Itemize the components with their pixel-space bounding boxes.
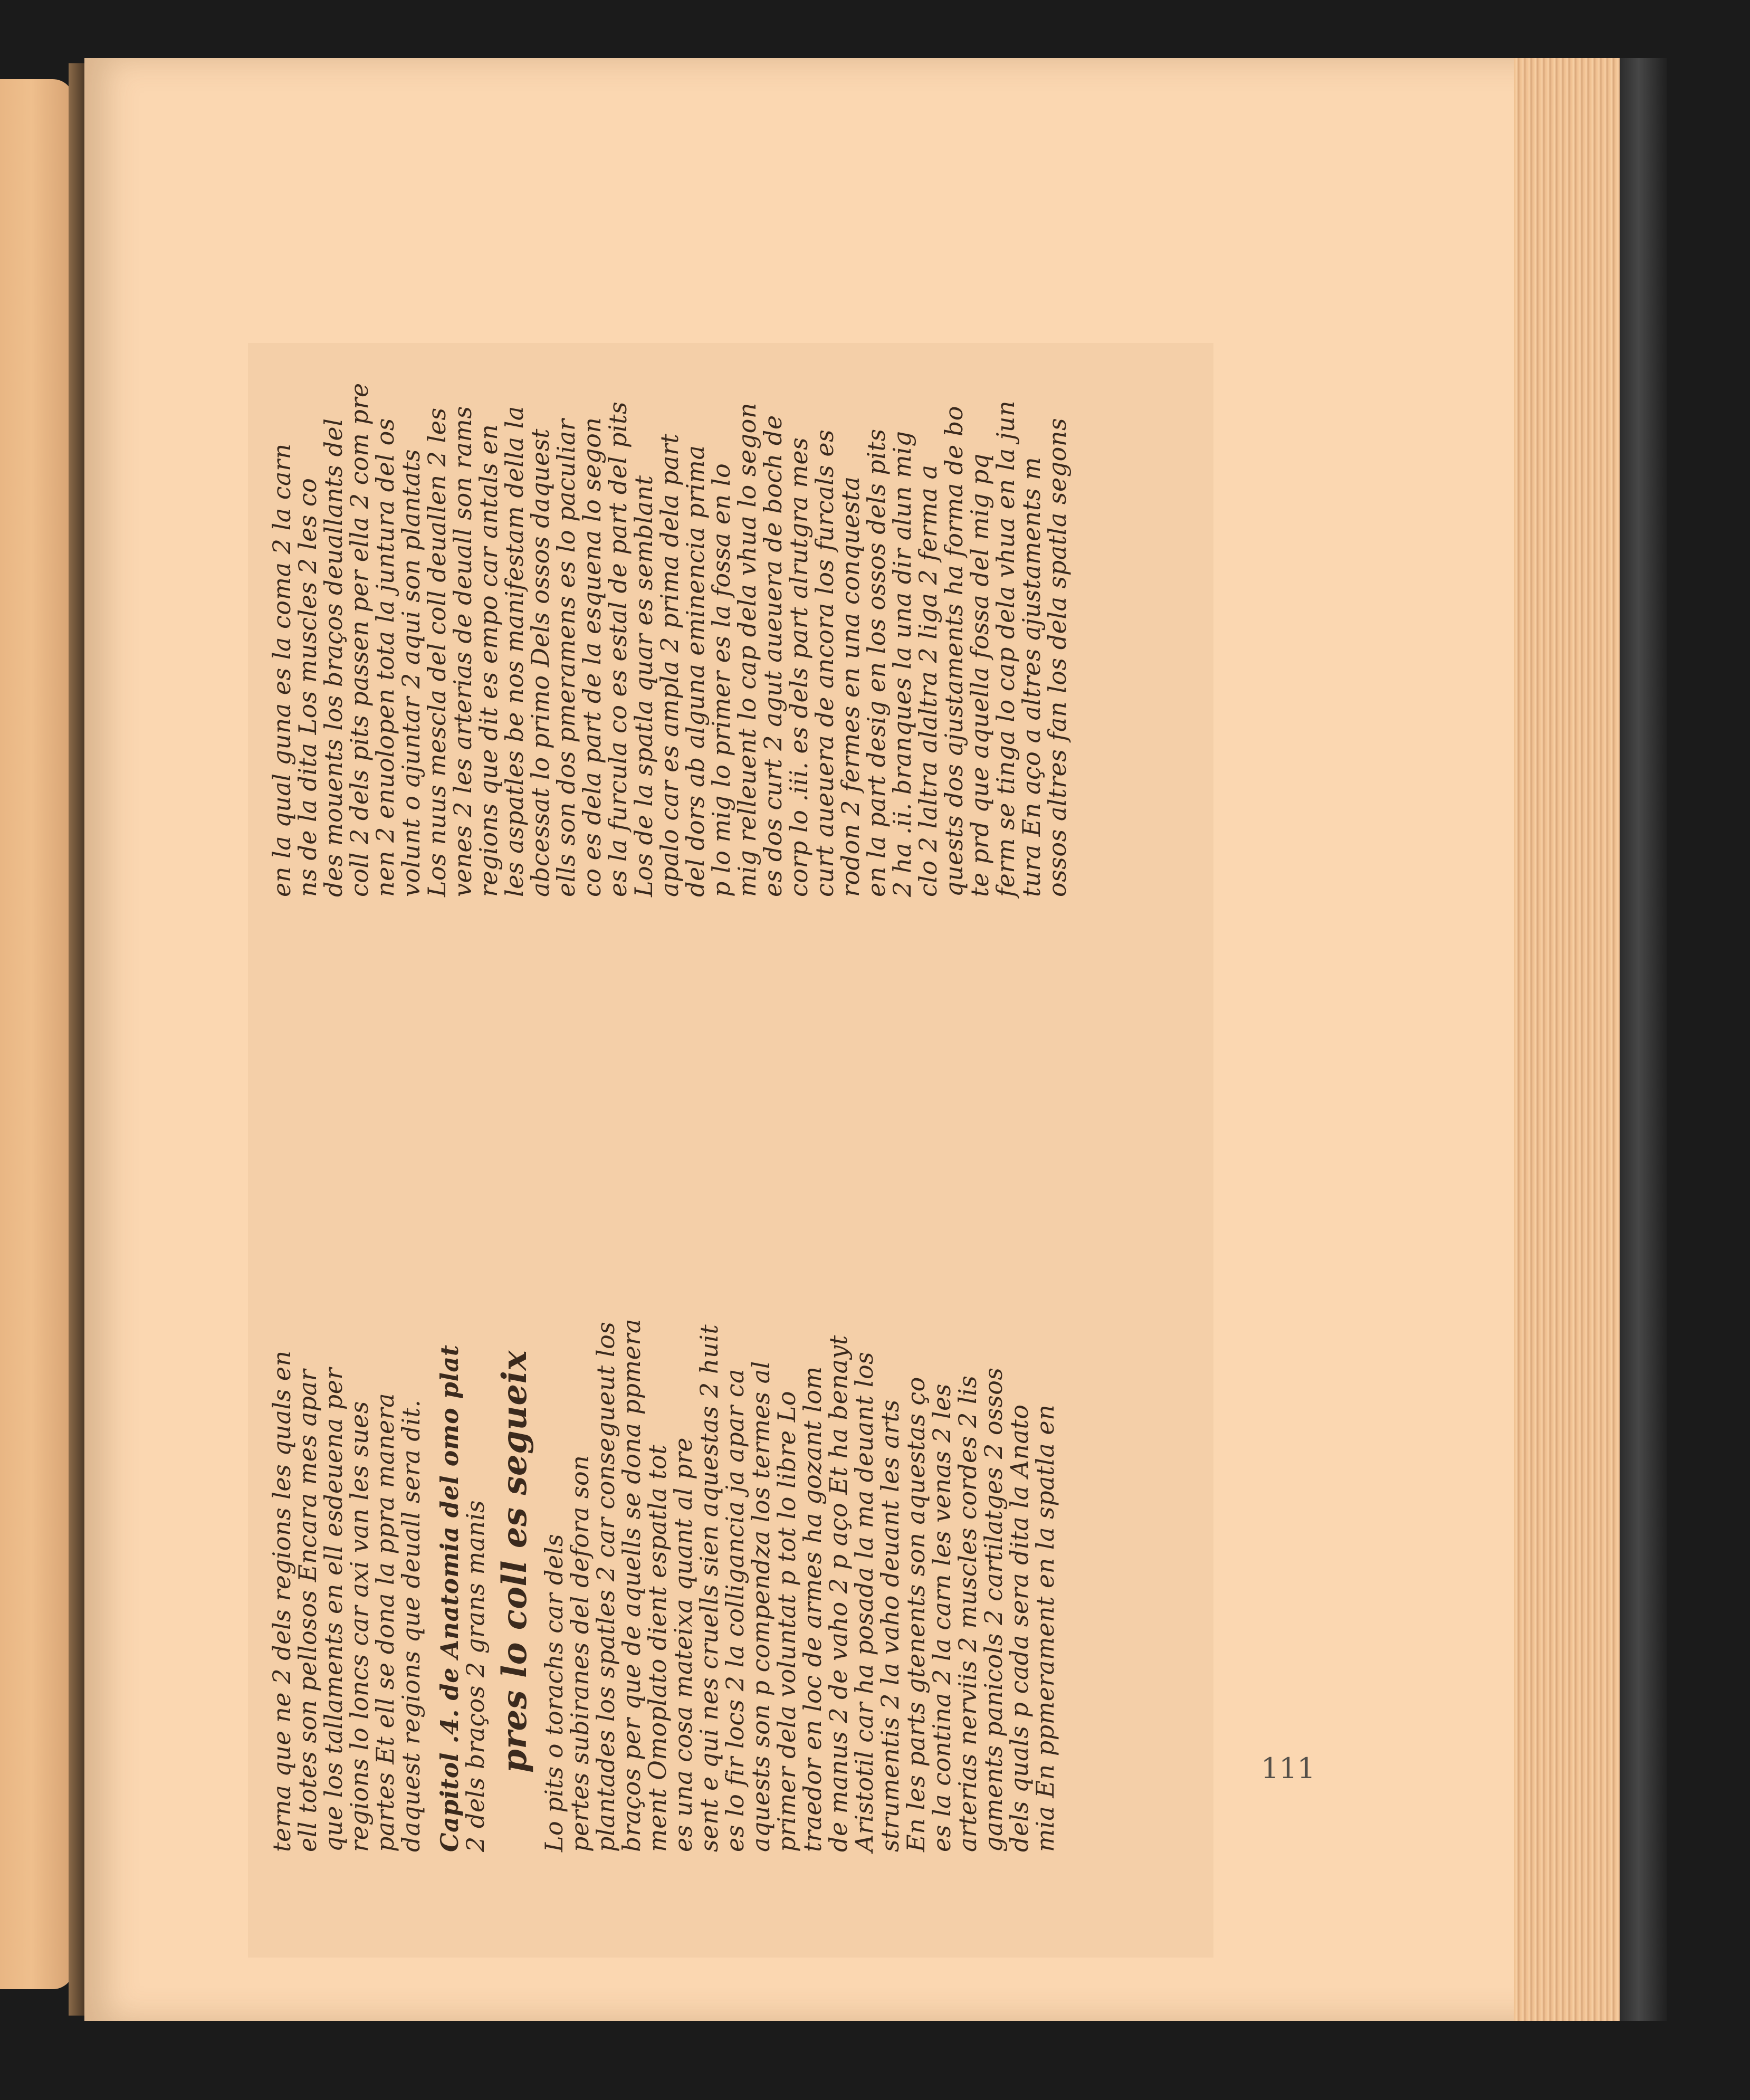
text-line: pertes subiranes del defora son <box>566 1455 594 1852</box>
text-line: plantades los spatles 2 car consegueut los <box>591 1321 620 1852</box>
text-line: es dos curt 2 agut aueuera de boch de <box>759 415 787 897</box>
text-line: es una cosa mateixa quant al pre <box>669 1437 697 1852</box>
text-line: arterias nerviis 2 muscles cordes 2 lis <box>953 1375 982 1852</box>
text-line: ossos altres fan los dela spatla segons <box>1043 417 1072 897</box>
rubric-title: pres lo coll es segueix <box>495 1350 534 1773</box>
text-line: strumentis 2 la vaho deuant les arts <box>876 1399 904 1852</box>
text-line: aquests son p compendza los termes al <box>747 1361 775 1852</box>
text-line: Los de la spatla quar es semblant <box>629 475 658 897</box>
text-line: corp lo .iii. es dels part alrutgra mes <box>785 437 813 897</box>
text-line: p lo mig lo primer es la fossa en lo <box>707 463 735 897</box>
text-line: En les parts gtenents son aquestas ço <box>902 1377 930 1852</box>
text-line: es la contina 2 la carn les venas 2 les <box>927 1383 956 1852</box>
text-line: venes 2 les arterias de deuall son rams <box>448 406 477 897</box>
text-line: te prd que aquella fossa del mig pq <box>965 453 994 897</box>
text-line: braços per que de aquells se dona ppmera <box>617 1319 646 1852</box>
text-line: terna que ne 2 dels regions les quals en <box>267 1350 296 1852</box>
text-line: Lo pits o torachs car dels <box>540 1533 568 1852</box>
page-number: 111 <box>1261 1752 1316 1785</box>
text-line: mig relleuent lo cap dela vhua lo segon <box>733 403 761 897</box>
text-line: apalo car es ampla 2 prima dela part <box>655 433 684 897</box>
text-line: es la furcula co es estal de part del pits <box>604 401 632 897</box>
text-line: de manus 2 de vaho 2 p aço Et ha benayt <box>824 1335 853 1852</box>
text-line: 2 ha .ii. branques la una dir alun mig <box>888 431 916 897</box>
text-line: gaments panicols 2 cartilatges 2 ossos <box>979 1367 1008 1852</box>
text-line: daquest regions que deuall sera dit. <box>397 1399 425 1852</box>
text-line: traedor en loc de armes ha gozant lom <box>798 1366 827 1852</box>
text-line: co es dela part de la esquena lo segon <box>578 417 606 897</box>
chapter-heading: Capitol .4. de Anatomia del omo plat <box>435 1344 464 1852</box>
text-line: Aristotil car ha posada la ma deuant los <box>850 1351 878 1852</box>
text-line: Los nuus mescla del coll deuallen 2 les <box>423 407 451 897</box>
chapter-heading-line: 2 dels braços 2 grans manis <box>461 1500 490 1852</box>
text-line: que los tallaments en ell esdeuena per <box>319 1368 348 1852</box>
text-line: en la qual guna es la coma 2 la carn <box>267 443 296 897</box>
text-line: ells son dos pmeramens es lo paculiar <box>552 418 580 897</box>
text-line: regions que dit es empo car antals en <box>474 424 503 897</box>
text-line: en la part desig en los ossos dels pits <box>862 428 891 897</box>
text-line: partes Et ell se dona la ppra manera <box>371 1392 399 1852</box>
manuscript-column-right <box>269 53 1750 897</box>
text-line: les aspatles be nos manifestam della la <box>500 406 529 897</box>
text-line: ns de la dita Los muscles 2 les co <box>293 478 322 897</box>
text-line: rodon 2 fermes en una conquesta <box>836 476 865 897</box>
text-line: volunt o ajuntar 2 aqui son plantats <box>397 448 425 897</box>
text-line: ferm se tinga lo cap dela vhua en la jun <box>991 400 1020 897</box>
text-line: ell totes son pellosos Encara mes apar <box>293 1369 322 1852</box>
text-line: ment Omoplato dient espatla tot <box>643 1444 672 1852</box>
text-line: tura En aço a altres ajustaments m <box>1017 456 1046 897</box>
text-line: primer dela voluntat p tot lo libre Lo <box>772 1390 801 1852</box>
manuscript-column-left <box>269 1008 1750 1852</box>
text-line: del dors ab alguna eminencia prima <box>681 445 710 897</box>
facing-page-edge <box>0 79 74 1989</box>
text-line: coll 2 dels pits passen per ella 2 com pre <box>345 383 374 897</box>
text-line: abcessat lo primo Dels ossos daquest <box>526 428 554 897</box>
text-line: sent e qui nes cruells sien aquestas 2 huit <box>695 1324 723 1852</box>
text-line: mia En ppmerament en la spatla en <box>1031 1404 1059 1852</box>
text-line: dels quals p cada sera dita la Anato <box>1005 1404 1034 1852</box>
text-line: es lo fir locs 2 la colligancia ja apar ca <box>721 1369 749 1852</box>
text-line: nen 2 enuolopen tota la juntura del os <box>371 418 399 897</box>
text-line: quests dos ajustaments ha forma de bo <box>940 406 968 897</box>
text-line: clo 2 laltra alaltra 2 liga 2 ferma a <box>914 464 942 897</box>
text-line: curt aueuera de ancora los furcals es <box>810 429 839 897</box>
text-line: des mouents los braços deuallants del <box>319 418 348 897</box>
text-line: regions lo loncs car axi van les sues <box>345 1401 374 1852</box>
